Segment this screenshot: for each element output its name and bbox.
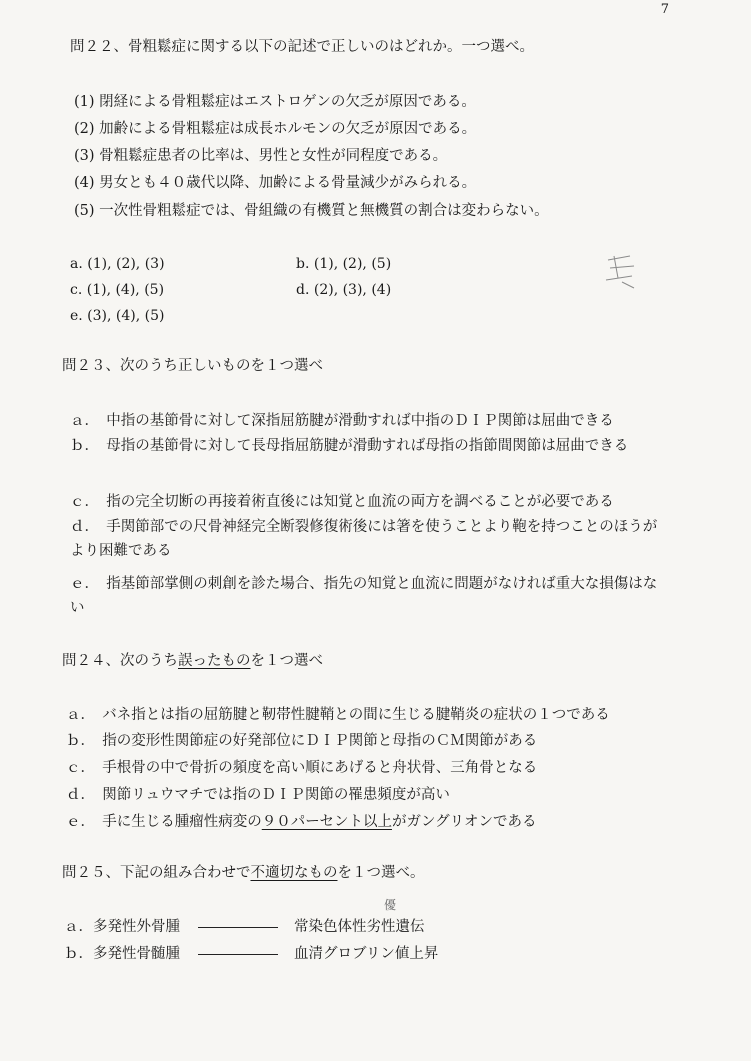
q22-choice-c: c. (1), (4), (5) — [70, 282, 165, 298]
q22-statement-4: (4) 男女とも４０歳代以降、加齢による骨量減少がみられる。 — [74, 175, 477, 191]
page-number: 7 — [660, 2, 669, 17]
q23-option-d: ｄ． 手関節部での尺骨神経完全断裂修復術後には箸を使うことより鞄を持つことのほうがより困難である — [70, 519, 658, 559]
question-22-title: 問２２、骨粗鬆症に関する以下の記述で正しいのはどれか。一つ選べ。 — [70, 39, 534, 55]
q25-title-underlined: 不適切なもの — [250, 865, 338, 881]
q22-statement-1: (1) 閉経による骨粗鬆症はエストロゲンの欠乏が原因である。 — [74, 94, 476, 110]
q24-option-d: ｄ． 関節リュウマチでは指のＤＩＰ関節の罹患頻度が高い — [66, 787, 450, 803]
q24-option-e-post: がガングリオンである — [391, 814, 537, 830]
q22-choice-a: a. (1), (2), (3) — [70, 256, 165, 272]
q24-option-e-underlined: ９０パーセント以上 — [261, 814, 392, 830]
q25-pair-b — [64, 947, 438, 962]
question-25-title — [62, 866, 425, 881]
q23-option-e: ｅ． 指基節部掌側の刺創を診た場合、指先の知覚と血流に問題がなければ重大な損傷はない — [70, 576, 658, 616]
q23-option-a: ａ． 中指の基節骨に対して深指屈筋腱が滑動すれば中指のＤＩＰ関節は屈曲できる — [70, 413, 614, 429]
q25-pair-a — [64, 920, 425, 935]
q22-statement-3: (3) 骨粗鬆症患者の比率は、男性と女性が同程度である。 — [74, 148, 448, 164]
q22-choice-b: b. (1), (2), (5) — [296, 256, 392, 272]
q24-title-underlined: 誤ったもの — [178, 653, 251, 669]
handwritten-note: 優 — [384, 898, 397, 912]
handwritten-mark — [600, 250, 644, 292]
q22-choice-d: d. (2), (3), (4) — [296, 282, 392, 298]
q25-pair-b-left: ｂ．多発性骨髄腫 — [64, 946, 180, 962]
q22-statement-2: (2) 加齢による骨粗鬆症は成長ホルモンの欠乏が原因である。 — [74, 121, 477, 137]
q23-option-b: ｂ． 母指の基節骨に対して長母指屈筋腱が滑動すれば母指の指節間関節は屈曲できる — [70, 438, 629, 454]
q25-pair-a-left: ａ．多発性外骨腫 — [64, 919, 180, 935]
q25-title-post: を１つ選べ。 — [337, 865, 425, 881]
q24-option-e — [66, 815, 537, 830]
q25-pair-b-right: 血清グロブリン値上昇 — [294, 946, 439, 962]
connector-line — [198, 954, 278, 955]
q22-choice-e: e. (3), (4), (5) — [70, 308, 165, 324]
question-24-title — [62, 654, 323, 669]
connector-line — [198, 927, 278, 928]
q24-title-pre: 問２４、次のうち — [62, 653, 178, 669]
q22-statement-5: (5) 一次性骨粗鬆症では、骨組織の有機質と無機質の割合は変わらない。 — [74, 203, 549, 219]
question-23-title: 問２３、次のうち正しいものを１つ選べ — [62, 358, 323, 374]
q24-option-a: ａ． バネ指とは指の屈筋腱と靭帯性腱鞘との間に生じる腱鞘炎の症状の１つである — [66, 707, 610, 723]
q24-title-post: を１つ選べ — [250, 653, 323, 669]
q24-option-c: ｃ． 手根骨の中で骨折の頻度を高い順にあげると舟状骨、三角骨となる — [66, 760, 538, 776]
q25-pair-a-right: 常染色体性劣性遺伝 — [294, 919, 425, 935]
q24-option-b: ｂ． 指の変形性関節症の好発部位にＤＩＰ関節と母指のＣＭ関節がある — [66, 733, 538, 749]
q25-title-pre: 問２５、下記の組み合わせで — [62, 865, 251, 881]
q24-option-e-pre: ｅ． 手に生じる腫瘤性病変の — [66, 814, 262, 830]
q23-option-c: ｃ． 指の完全切断の再接着術直後には知覚と血流の両方を調べることが必要である — [70, 494, 614, 510]
